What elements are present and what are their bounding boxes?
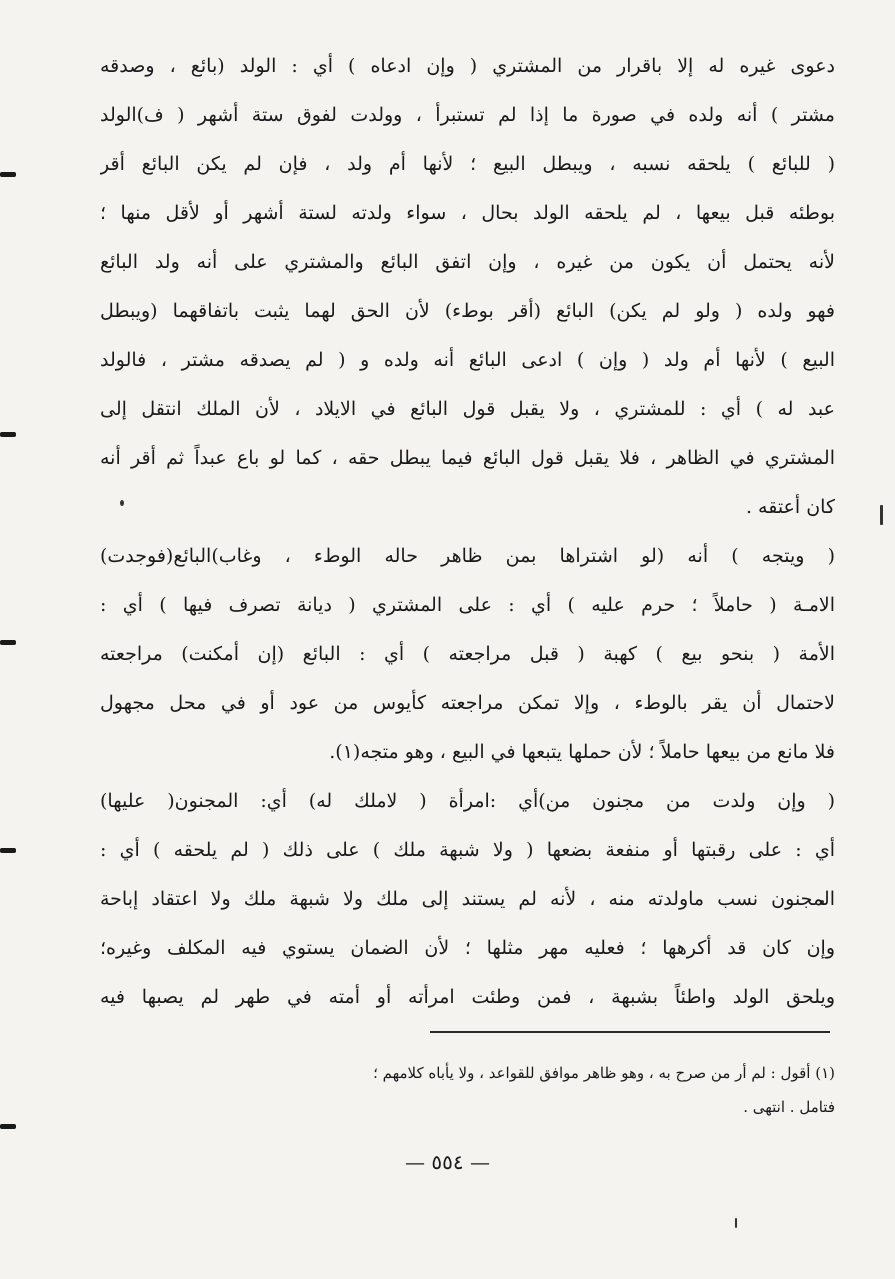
text-line: وإن كان قد أكرهها ؛ فعليه مهر مثلها ؛ لأن الضمان يستوي فيه المكلف وغيره؛ [100, 937, 835, 959]
text-line: فهو ولده ( ولو لم يكن) البائع (أقر بوطء) لأن الحق لهما يثبت باتفاقهما (ويبطل [100, 300, 835, 322]
text-line: البيع ) لأنها أم ولد ( وإن ) ادعى البائع أنه ولده و ( لم يصدقه مشتر ، فالولد [100, 349, 835, 371]
text-line: ( وإن ولدت من مجنون من)أي :امرأة ( لاملك له) أي: المجنون( عليها) [100, 790, 835, 812]
text-line: المشتري في الظاهر ، فلا يقبل قول البائع فيما يبطل حقه ، كما لو باع عبداً ثم أقر أنه [100, 447, 835, 469]
text-line: ويلحق الولد واطئاً بشبهة ، فمن وطئت امرأته أو أمته في طهر لم يصبها فيه [100, 986, 835, 1008]
text-line: دعوى غيره له إلا باقرار من المشتري ( وإن ادعاه ) أي : الولد (بائع ، وصدقه [100, 55, 835, 77]
text-line: عبد له ) أي : للمشتري ، ولا يقبل قول البائع في الايلاد ، لأن الملك انتقل إلى [100, 398, 835, 420]
text-line: الأمة ( بنحو بيع ) كهبة ( قبل مراجعته ) أي : البائع (إن أمكنت) مراجعته [100, 643, 835, 665]
footnote-divider [430, 1031, 830, 1033]
text-line: ( للبائع ) يلحقه نسبه ، ويبطل البيع ؛ لأنها أم ولد ، فإن لم يكن البائع أقر [100, 153, 835, 175]
text-line: كان أعتقه . [745, 496, 835, 518]
text-line: لأنه يحتمل أن يكون من غيره ، وإن اتفق البائع والمشتري على أنه ولد البائع [100, 251, 835, 273]
margin-mark [0, 1124, 16, 1129]
text-line: الامـة ( حاملاً ؛ حرم عليه ) أي : على المشتري ( ديانة تصرف فيها ) أي : [100, 594, 835, 616]
text-line: لاحتمال أن يقر بالوطء ، وإلا تمكن مراجعته كأيوس من عود أو في محل مجهول [100, 692, 835, 714]
text-line: بوطئه قبل بيعها ، لم يلحقه الولد بحال ، سواء ولدته لستة أشهر أو لأقل منها ؛ [100, 202, 835, 224]
text-line: أي : على رقبتها أو منفعة بضعها ( ولا شبهة ملك ) على ذلك ( لم يلحقه ) أي : [100, 839, 835, 861]
margin-mark [0, 432, 16, 437]
margin-mark [0, 172, 16, 177]
scan-speck [735, 1218, 737, 1228]
main-text [100, 42, 835, 1022]
footnote [100, 1056, 835, 1124]
page-number: — ٥٥٤ — [405, 1150, 490, 1174]
scan-speck [880, 505, 883, 525]
text-line: مشتر ) أنه ولده في صورة ما إذا لم تستبرأ ، وولدت لفوق ستة أشهر ( ف)الولد [100, 104, 835, 126]
footnote-line: فتامل . انتهى . [743, 1098, 835, 1116]
text-line: ( ويتجه ) أنه (لو اشتراها بمن ظاهر حاله الوطء ، وغاب)البائع(فوجدت) [100, 545, 835, 567]
text-line: فلا مانع من بيعها حاملاً ؛ لأن حملها يتبعها في البيع ، وهو متجه(١). [329, 741, 835, 763]
margin-mark [0, 848, 16, 853]
footnote-line: (١) أقول : لم أر من صرح به ، وهو ظاهر موافق للقواعد ، ولا يأباه كلامهم ؛ [373, 1064, 835, 1082]
margin-mark [0, 640, 16, 645]
text-line: المجنون نسب ماولدته منه ، لأنه لم يستند إلى ملك ولا شبهة ملك ولا اعتقاد إباحة [100, 888, 835, 910]
